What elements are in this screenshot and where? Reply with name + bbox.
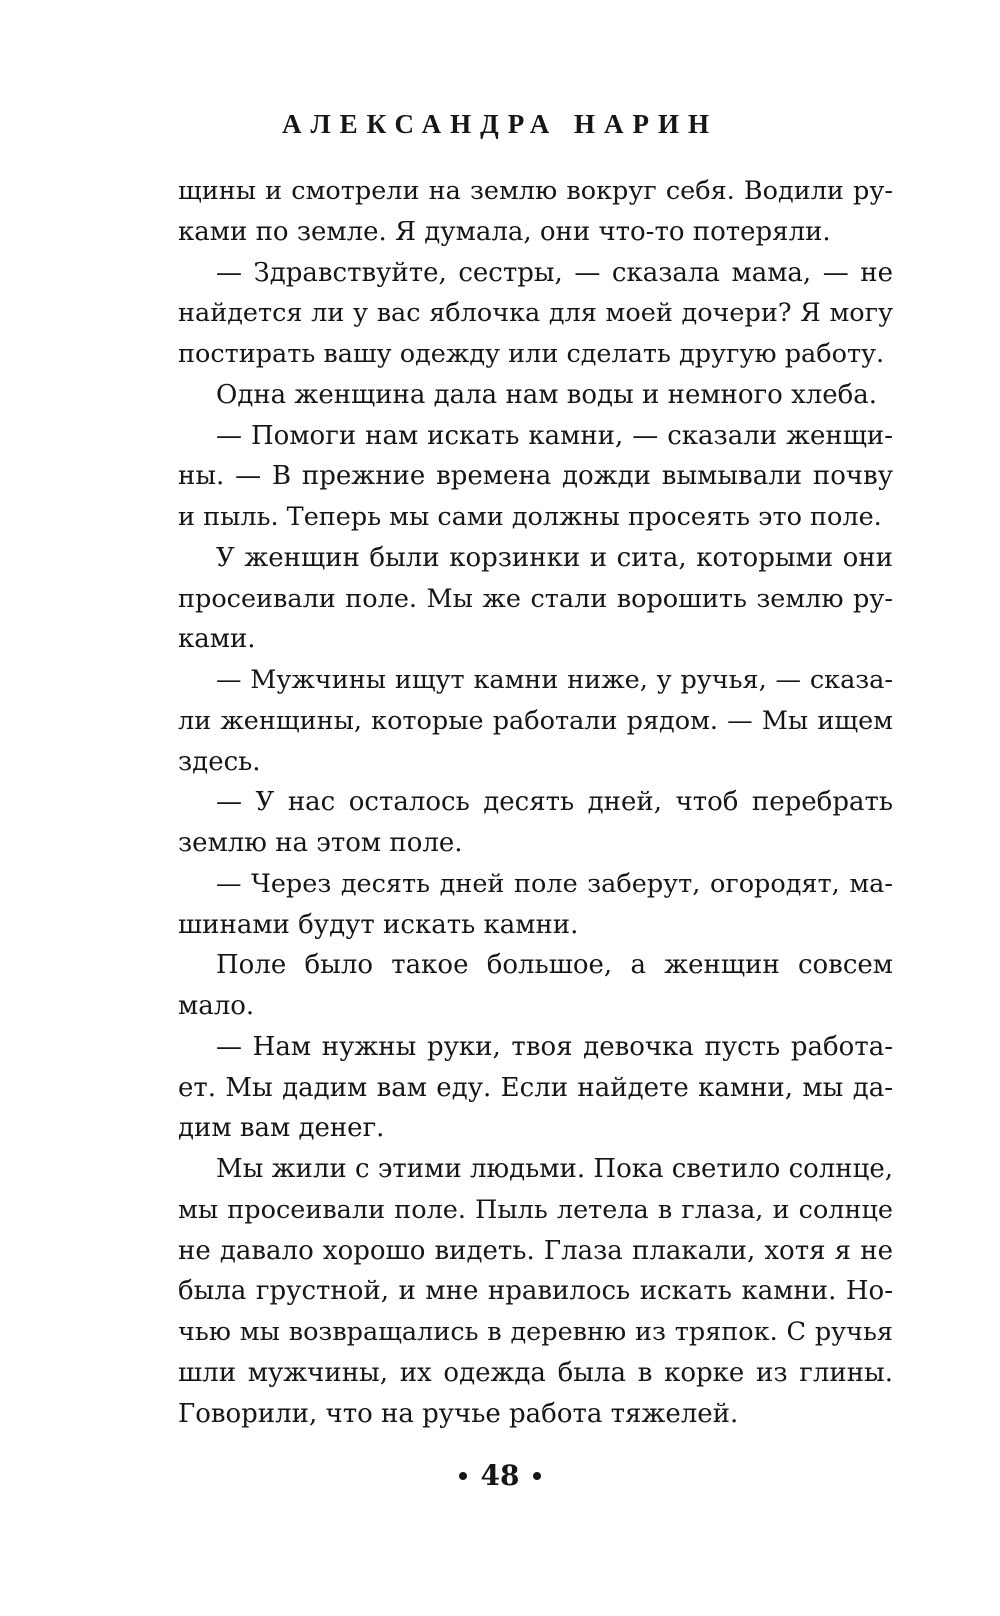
text-line: ками по земле. Я думала, они что-то потеряли.: [178, 216, 831, 247]
text-line: ли женщины, которые работали рядом. — Мы ищем: [178, 705, 893, 736]
text-line: — Через десять дней поле заберут, огородят, ма-: [216, 868, 893, 899]
body-text: [178, 171, 893, 1434]
text-line: ны. — В прежние времена дожди вымывали почву: [178, 461, 893, 492]
page-number-footer: [0, 1458, 1000, 1494]
text-line: Одна женщина дала нам воды и немного хлеба.: [216, 379, 878, 410]
text-line: землю на этом поле.: [178, 828, 463, 858]
text-line: чью мы возвращались в деревню из тряпок. С ручья: [178, 1317, 893, 1347]
bullet-dot-icon: [459, 1472, 467, 1480]
text-line: Говорили, что на ручье работа тяжелей.: [178, 1398, 739, 1429]
text-line: просеивали поле. Мы же стали ворошить землю ру-: [178, 583, 893, 614]
text-line: ками.: [178, 624, 256, 655]
text-line: — Нам нужны руки, твоя девочка пусть работа-: [216, 1031, 893, 1062]
text-line: шли мужчины, их одежда была в корке из глины.: [178, 1357, 893, 1388]
running-head-author: АЛЕКСАНДРА НАРИН: [281, 109, 719, 139]
text-line: была грустной, и мне нравилось искать камни. Но-: [178, 1276, 893, 1307]
text-line: найдется ли у вас яблочка для моей дочери? Я могу: [178, 298, 893, 329]
text-line: — У нас осталось десять дней, чтоб перебрать: [216, 787, 893, 818]
text-line: дим вам денег.: [178, 1113, 385, 1144]
text-line: и пыль. Теперь мы сами должны просеять это поле.: [178, 502, 882, 532]
text-line: У женщин были корзинки и сита, которыми они: [216, 542, 893, 573]
text-line: Мы жили с этими людьми. Пока светило солнце,: [216, 1154, 893, 1184]
text-line: постирать вашу одежду или сделать другую работу.: [178, 339, 885, 369]
text-line: мало.: [178, 991, 255, 1021]
text-line: щины и смотрели на землю вокруг себя. Водили ру-: [178, 176, 893, 206]
text-line: — Помоги нам искать камни, — сказали женщи-: [216, 420, 893, 451]
text-line: здесь.: [178, 746, 261, 777]
text-line: — Мужчины ищут камни ниже, у ручья, — сказа-: [216, 665, 893, 695]
text-line: шинами будут искать камни.: [178, 909, 579, 940]
text-line: ет. Мы дадим вам еду. Если найдете камни, мы да-: [178, 1072, 893, 1103]
text-line: не давало хорошо видеть. Глаза плакали, хотя я не: [178, 1235, 893, 1266]
text-line: — Здравствуйте, сестры, — сказала мама, — не: [216, 257, 893, 288]
page-number: 48: [480, 1459, 520, 1492]
text-line: мы просеивали поле. Пыль летела в глаза, и солнце: [178, 1194, 893, 1225]
bullet-dot-icon: [533, 1472, 541, 1480]
text-line: Поле было такое большое, а женщин совсем: [216, 950, 893, 981]
